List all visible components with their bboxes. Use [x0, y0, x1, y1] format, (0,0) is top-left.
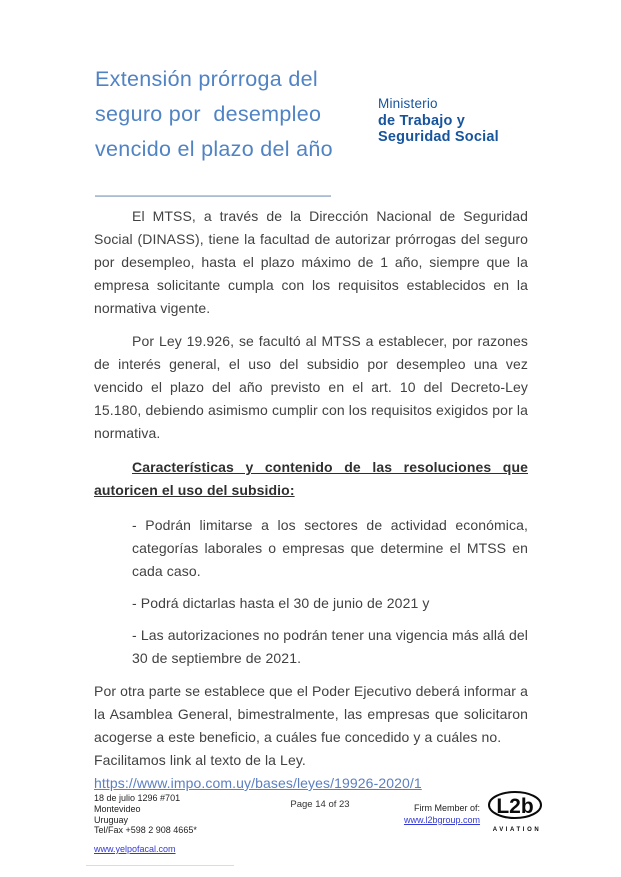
bullet-item-sectores: - Podrán limitarse a los sectores de actividad económica, categorías laborales o empresas que determine el MTSS en cada caso. — [132, 517, 528, 579]
page-indicator: Page 14 of 23 — [290, 799, 350, 810]
aviation-label: AVIATION — [492, 827, 542, 833]
page-title — [95, 62, 333, 167]
bullet-item-vigencia: - Las autorizaciones no podrán tener una vigencia más allá del 30 de septiembre de 2021. — [132, 627, 528, 666]
address-line: 18 de julio 1296 #701 — [94, 793, 181, 803]
law-link[interactable]: https://www.impo.com.uy/bases/leyes/19926-2020/1 — [94, 775, 422, 791]
page-title-line: seguro por desempleo — [95, 102, 322, 126]
firm-member-label: Firm Member of: — [413, 803, 480, 813]
ministry-logo-line: Seguridad Social — [378, 129, 499, 145]
law-link-line — [94, 772, 528, 795]
footer-website-line — [94, 844, 176, 854]
bullet-item-plazo-junio: - Podrá dictarlas hasta el 30 de junio de 2021 y — [132, 595, 430, 611]
section-heading: Características y contenido de las resoluciones que autoricen el uso del subsidio: — [94, 459, 528, 498]
firm-member-block — [370, 803, 480, 826]
ministry-logo-line: de Trabajo y — [378, 112, 466, 129]
footer-divider — [86, 865, 234, 866]
address-line: Tel/Fax +598 2 908 4665* — [94, 825, 197, 836]
footer-address — [94, 793, 197, 836]
paragraph-poder-ejecutivo: Por otra parte se establece que el Poder Ejecutivo deberá informar a la Asamblea General, bimestralmente, las empresas que solicitaron acogerse a este beneficio, a cuáles fue concedido y a cuáles no. — [94, 683, 528, 745]
title-divider — [95, 195, 331, 197]
l2b-aviation-logo — [486, 789, 544, 840]
l2b-logo-text: L2b — [496, 795, 534, 818]
paragraph-facilitamos-link: Facilitamos link al texto de la Ley. — [94, 752, 306, 768]
document-body — [94, 205, 528, 795]
page-title-line: Extensión prórroga del — [95, 67, 318, 91]
address-line: Montevideo — [94, 803, 141, 814]
firm-member-link[interactable]: www.l2bgroup.com — [403, 814, 480, 825]
ministry-logo — [378, 96, 499, 146]
l2b-logo-graphic — [486, 789, 544, 835]
footer-website-link[interactable]: www.yelpofacal.com — [94, 844, 176, 854]
paragraph-ley-19926: Por Ley 19.926, se facultó al MTSS a establecer, por razones de interés general, el uso del subsidio por desempleo una vez vencido el plazo del año previsto en el art. 10 del Decreto-Ley 15.180, debiendo asimismo cumplir con los requisitos exigidos por la normativa. — [94, 333, 528, 441]
page-title-line: vencido el plazo del año — [95, 137, 333, 161]
address-line: Uruguay — [94, 814, 129, 825]
ministry-logo-line: Ministerio — [378, 96, 438, 111]
paragraph-mtss-facultad: El MTSS, a través de la Dirección Nacional de Seguridad Social (DINASS), tiene la facultad de autorizar prórrogas del seguro por desempleo, hasta el plazo máximo de 1 año, siempre que la empresa solicitante cumpla con los requisitos establecidos en la normativa vigente. — [94, 208, 528, 316]
